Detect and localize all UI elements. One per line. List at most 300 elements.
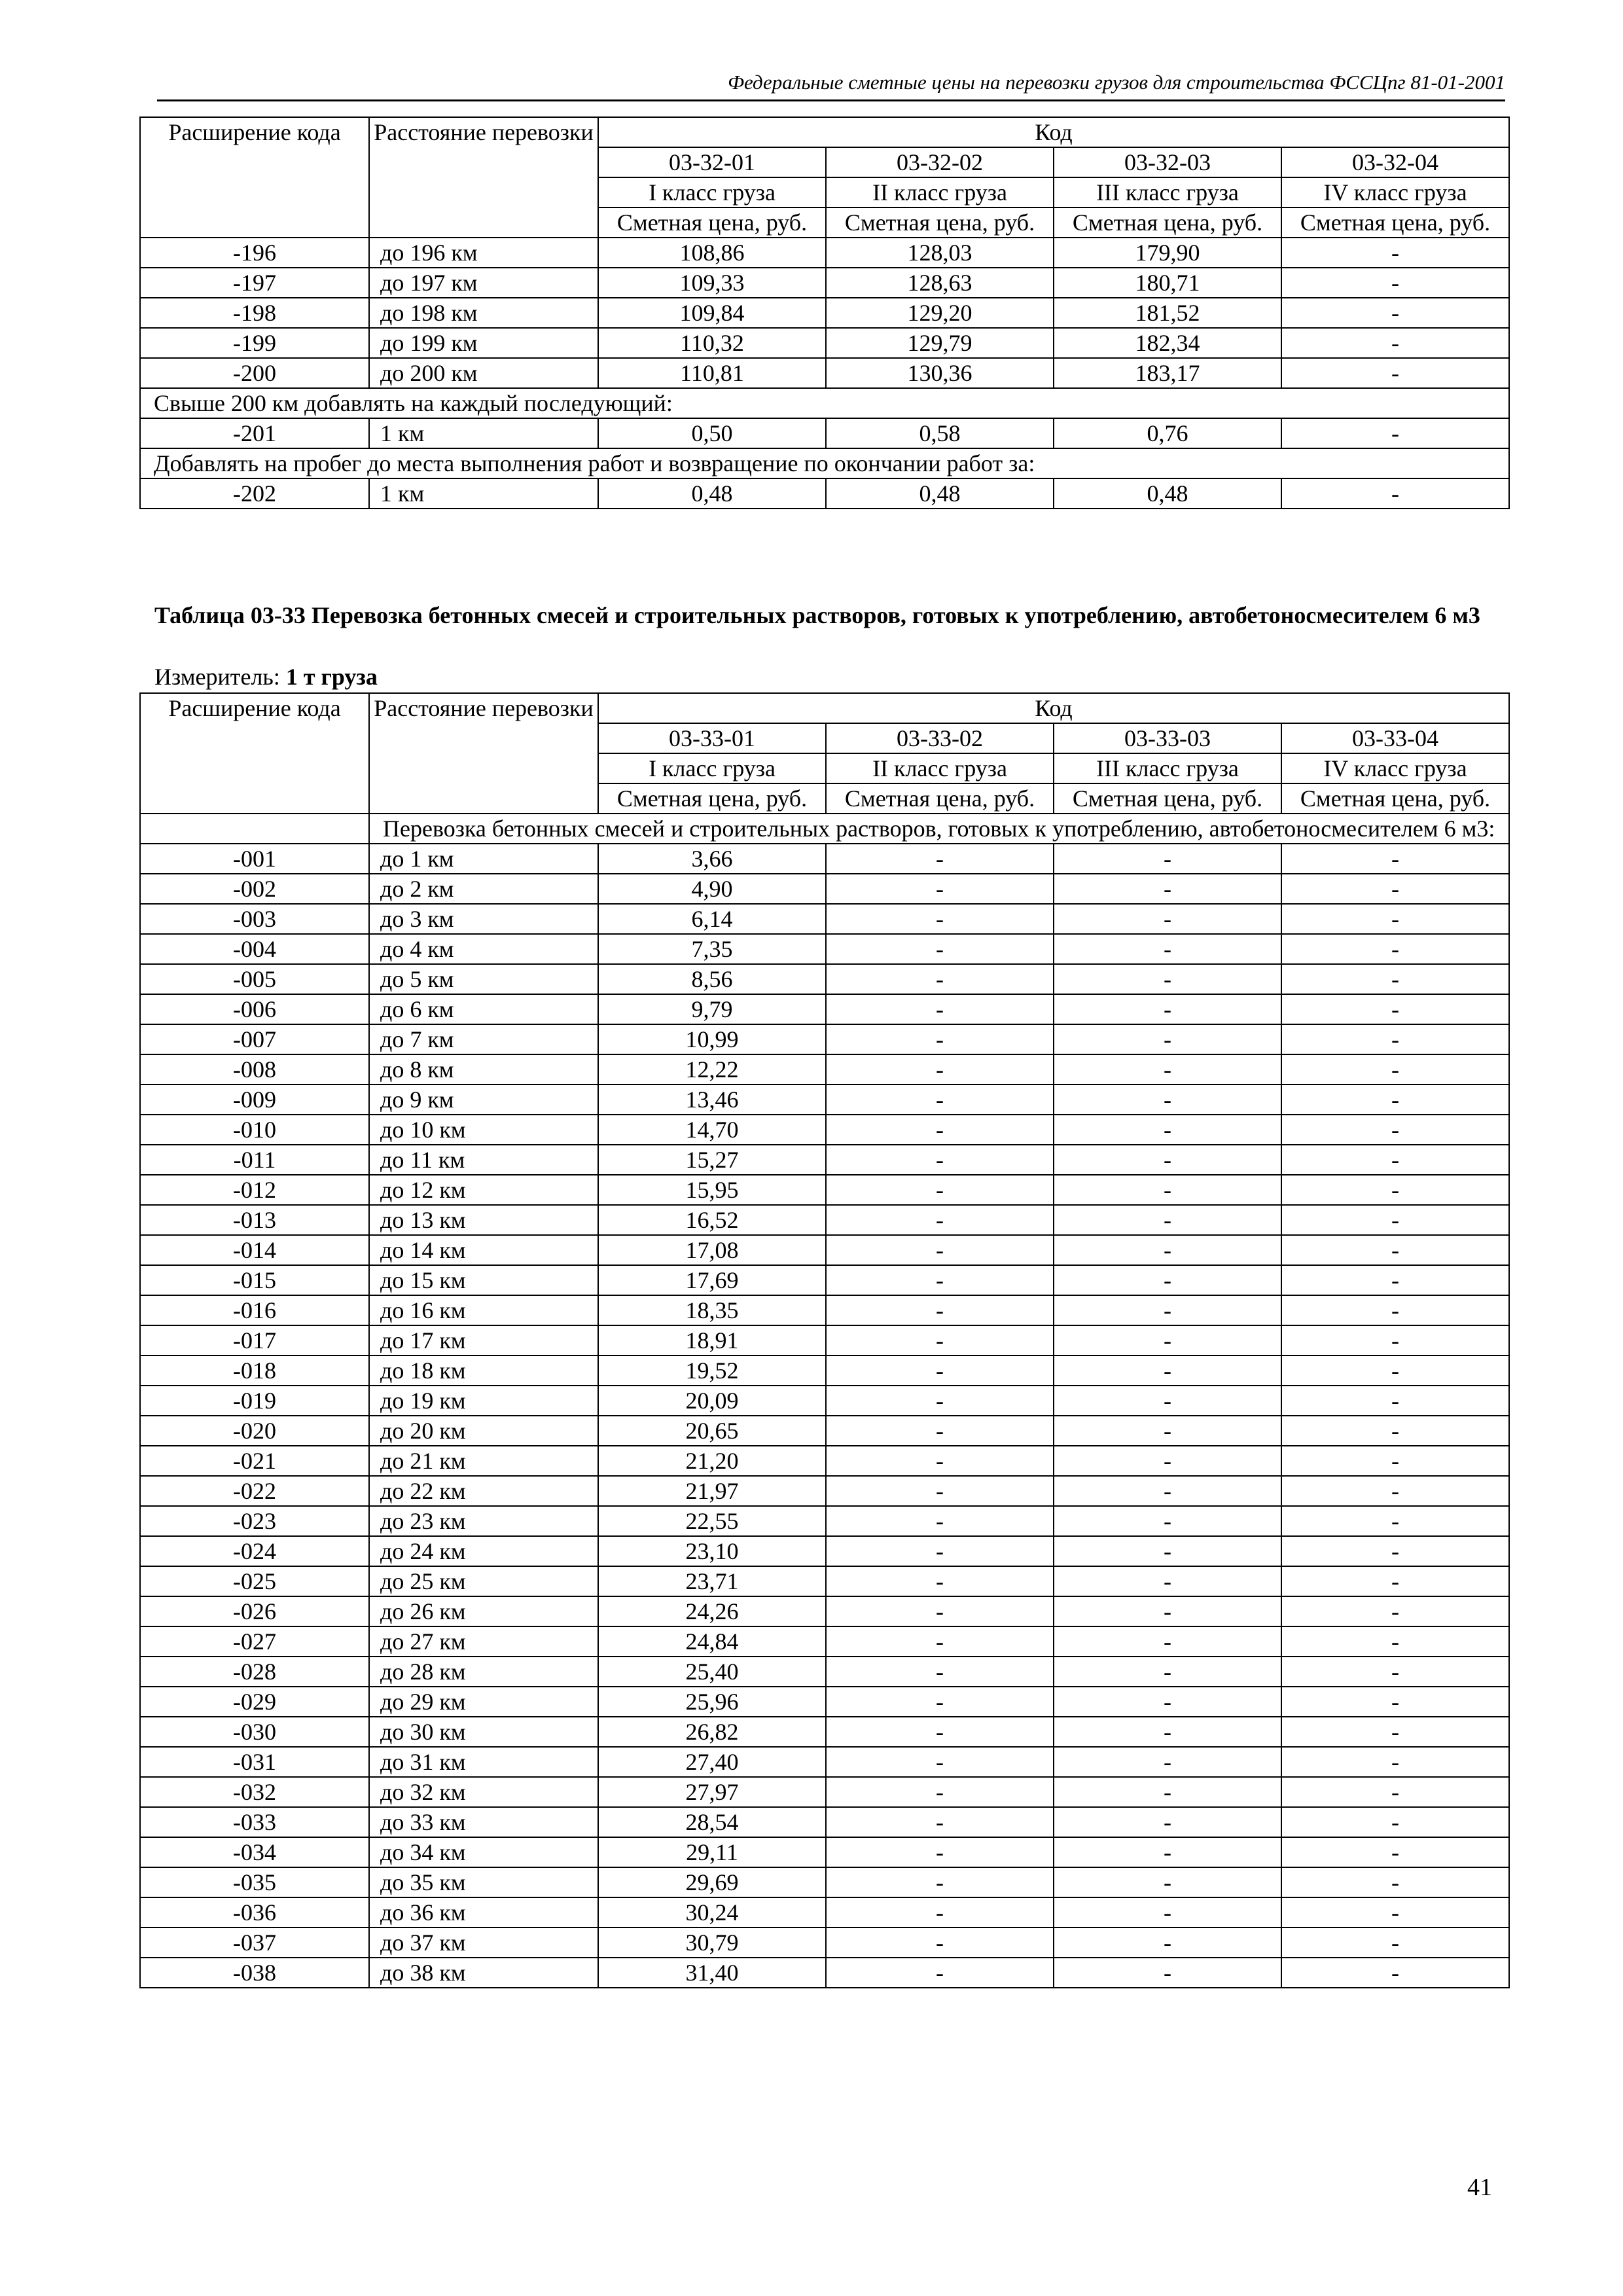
cell-ext-code: -017 <box>140 1325 369 1355</box>
cell-price: - <box>1054 1145 1281 1175</box>
cell-price: - <box>1281 1355 1509 1386</box>
cell-price: - <box>1054 844 1281 874</box>
cell-ext-code: -020 <box>140 1416 369 1446</box>
cell-ext-code: -200 <box>140 358 369 388</box>
cell-distance: до 2 км <box>369 874 598 904</box>
cell-price: 16,52 <box>598 1205 826 1235</box>
cell-price: 9,79 <box>598 994 826 1024</box>
cell-price: - <box>1281 1205 1509 1235</box>
class-cell: II класс груза <box>826 177 1054 207</box>
page-number: 41 <box>1467 2174 1492 2201</box>
cell-price: 128,03 <box>826 238 1054 268</box>
cell-price: 23,71 <box>598 1566 826 1596</box>
cell-price: - <box>1281 1295 1509 1325</box>
cell-ext-code: -016 <box>140 1295 369 1325</box>
cell-price: - <box>826 1837 1054 1867</box>
cell-price: - <box>826 1024 1054 1054</box>
cell-price: - <box>826 1717 1054 1747</box>
cell-price: 31,40 <box>598 1958 826 1988</box>
cell-price: 27,40 <box>598 1747 826 1777</box>
code-cell: 03-33-02 <box>826 723 1054 753</box>
cell-price: 24,26 <box>598 1596 826 1626</box>
cell-price: 109,84 <box>598 298 826 328</box>
table-row <box>140 1115 1509 1145</box>
cell-distance: до 9 км <box>369 1085 598 1115</box>
cell-price: - <box>1281 1566 1509 1596</box>
note-over-200: Свыше 200 км добавлять на каждый последующий: <box>140 388 1509 418</box>
cell-distance: до 38 км <box>369 1958 598 1988</box>
cell-price: - <box>826 844 1054 874</box>
cell-price: - <box>1054 1777 1281 1807</box>
cell-price: - <box>1054 1958 1281 1988</box>
table-row <box>140 478 1509 509</box>
class-cell: IV класс груза <box>1281 177 1509 207</box>
cell-ext-code: -006 <box>140 994 369 1024</box>
cell-price: 21,20 <box>598 1446 826 1476</box>
cell-price: - <box>1281 1717 1509 1747</box>
table-row <box>140 844 1509 874</box>
cell-price: 20,65 <box>598 1416 826 1446</box>
table-row <box>140 904 1509 934</box>
cell-price: - <box>1281 964 1509 994</box>
table-row <box>140 1596 1509 1626</box>
cell-distance: до 36 км <box>369 1897 598 1928</box>
cell-price: - <box>826 1205 1054 1235</box>
cell-ext-code: -014 <box>140 1235 369 1265</box>
cell-price: 25,40 <box>598 1657 826 1687</box>
table-row <box>140 1657 1509 1687</box>
cell-price: 0,76 <box>1054 418 1281 448</box>
cell-price: 110,32 <box>598 328 826 358</box>
cell-distance: до 18 км <box>369 1355 598 1386</box>
header-distance: Расстояние перевозки <box>369 693 598 814</box>
class-cell: I класс груза <box>598 177 826 207</box>
cell-ext-code: -028 <box>140 1657 369 1687</box>
cell-price: 15,95 <box>598 1175 826 1205</box>
cell-price: 108,86 <box>598 238 826 268</box>
cell-distance: до 22 км <box>369 1476 598 1506</box>
code-cell: 03-32-01 <box>598 147 826 177</box>
cell-price: - <box>1054 1687 1281 1717</box>
cell-price: - <box>1054 1897 1281 1928</box>
cell-price: - <box>1054 1867 1281 1897</box>
cell-price: - <box>826 1416 1054 1446</box>
cell-price: - <box>1054 1747 1281 1777</box>
table-row <box>140 1355 1509 1386</box>
cell-price: 27,97 <box>598 1777 826 1807</box>
cell-price: - <box>1054 1566 1281 1596</box>
table-row <box>140 1235 1509 1265</box>
cell-distance: до 198 км <box>369 298 598 328</box>
table-03-32-body <box>140 238 1509 388</box>
cell-distance: до 199 км <box>369 328 598 358</box>
cell-price: - <box>1281 1325 1509 1355</box>
cell-price: - <box>1281 1115 1509 1145</box>
cell-price: - <box>1281 1386 1509 1416</box>
cell-distance: до 10 км <box>369 1115 598 1145</box>
cell-price: 21,97 <box>598 1476 826 1506</box>
table-row <box>140 268 1509 298</box>
cell-price: - <box>1054 1476 1281 1506</box>
cell-price: - <box>1281 1235 1509 1265</box>
cell-distance: до 15 км <box>369 1265 598 1295</box>
cell-price: - <box>826 964 1054 994</box>
cell-distance: до 33 км <box>369 1807 598 1837</box>
cell-ext-code: -013 <box>140 1205 369 1235</box>
table-row <box>140 1054 1509 1085</box>
cell-distance: до 197 км <box>369 268 598 298</box>
code-cell: 03-33-03 <box>1054 723 1281 753</box>
cell-price: - <box>1281 874 1509 904</box>
cell-price: 14,70 <box>598 1115 826 1145</box>
cell-price: - <box>1281 994 1509 1024</box>
cell-distance: до 27 км <box>369 1626 598 1657</box>
class-cell: I класс груза <box>598 753 826 783</box>
cell-distance: до 21 км <box>369 1446 598 1476</box>
cell-price: - <box>1281 1446 1509 1476</box>
cell-ext-code: -015 <box>140 1265 369 1295</box>
cell-ext-code: -003 <box>140 904 369 934</box>
cell-price: - <box>1054 994 1281 1024</box>
price-header: Сметная цена, руб. <box>826 207 1054 238</box>
cell-price: - <box>1281 1506 1509 1536</box>
cell-ext-code: -038 <box>140 1958 369 1988</box>
cell-price: 110,81 <box>598 358 826 388</box>
cell-price: 3,66 <box>598 844 826 874</box>
cell-distance: до 29 км <box>369 1687 598 1717</box>
code-cell: 03-32-04 <box>1281 147 1509 177</box>
cell-price: - <box>1281 1536 1509 1566</box>
cell-ext-code: -029 <box>140 1687 369 1717</box>
code-cell: 03-32-03 <box>1054 147 1281 177</box>
cell-ext-code: -027 <box>140 1626 369 1657</box>
class-cell: III класс груза <box>1054 177 1281 207</box>
cell-price: 0,58 <box>826 418 1054 448</box>
cell-price: - <box>1281 1807 1509 1837</box>
table-03-33-body <box>140 844 1509 1988</box>
cell-price: - <box>826 1536 1054 1566</box>
cell-price: 30,24 <box>598 1897 826 1928</box>
header-ext-code: Расширение кода <box>140 693 369 814</box>
cell-price: - <box>1054 1928 1281 1958</box>
table-row <box>140 1747 1509 1777</box>
table-row <box>140 934 1509 964</box>
cell-price: - <box>1281 1596 1509 1626</box>
cell-price: - <box>1054 1416 1281 1446</box>
cell-distance: до 23 км <box>369 1506 598 1536</box>
cell-distance: до 5 км <box>369 964 598 994</box>
cell-price: - <box>826 1626 1054 1657</box>
cell-price: - <box>1281 358 1509 388</box>
cell-price: - <box>826 1958 1054 1988</box>
cell-price: - <box>826 874 1054 904</box>
cell-price: - <box>826 1054 1054 1085</box>
cell-price: - <box>1054 1536 1281 1566</box>
cell-price: - <box>1281 298 1509 328</box>
cell-price: 26,82 <box>598 1717 826 1747</box>
table-row <box>140 1687 1509 1717</box>
cell-price: 179,90 <box>1054 238 1281 268</box>
cell-price: 10,99 <box>598 1024 826 1054</box>
cell-distance: до 3 км <box>369 904 598 934</box>
cell-distance: до 11 км <box>369 1145 598 1175</box>
table-03-32-extra <box>140 388 1509 509</box>
cell-price: - <box>1281 1024 1509 1054</box>
cell-price: 28,54 <box>598 1807 826 1837</box>
cell-ext-code: -037 <box>140 1928 369 1958</box>
cell-ext-code: -011 <box>140 1145 369 1175</box>
cell-ext-code: -022 <box>140 1476 369 1506</box>
table-caption: Таблица 03-33 Перевозка бетонных смесей и строительных растворов, готовых к употреблению, автобетоносмесителем 6 м3 <box>154 602 1480 628</box>
cell-price: - <box>826 1325 1054 1355</box>
cell-price: - <box>826 1777 1054 1807</box>
cell-price: 129,79 <box>826 328 1054 358</box>
cell-ext-code: -196 <box>140 238 369 268</box>
measure-label: Измеритель: <box>154 664 280 690</box>
cell-price: 13,46 <box>598 1085 826 1115</box>
cell-price: - <box>826 1566 1054 1596</box>
cell-distance: 1 км <box>369 478 598 509</box>
cell-price: - <box>1281 1054 1509 1085</box>
cell-price: 19,52 <box>598 1355 826 1386</box>
table-row <box>140 964 1509 994</box>
cell-price: - <box>1054 1115 1281 1145</box>
cell-price: - <box>1054 1295 1281 1325</box>
cell-ext-code: -026 <box>140 1596 369 1626</box>
cell-price: - <box>1281 1747 1509 1777</box>
table-row <box>140 874 1509 904</box>
cell-price: - <box>826 1386 1054 1416</box>
cell-price: - <box>826 1175 1054 1205</box>
cell-distance: до 12 км <box>369 1175 598 1205</box>
cell-price: 0,48 <box>1054 478 1281 509</box>
cell-price: - <box>1054 1085 1281 1115</box>
cell-distance: до 7 км <box>369 1024 598 1054</box>
cell-price: - <box>826 1295 1054 1325</box>
cell-price: - <box>1054 1657 1281 1687</box>
cell-price: - <box>826 1596 1054 1626</box>
cell-price: - <box>1281 1687 1509 1717</box>
table-row <box>140 1626 1509 1657</box>
price-header: Сметная цена, руб. <box>598 783 826 814</box>
cell-price: 18,35 <box>598 1295 826 1325</box>
cell-price: - <box>1281 844 1509 874</box>
cell-ext-code: -032 <box>140 1777 369 1807</box>
cell-price: - <box>1281 1145 1509 1175</box>
table-row <box>140 1205 1509 1235</box>
cell-price: - <box>1281 1626 1509 1657</box>
cell-ext-code: -197 <box>140 268 369 298</box>
class-cell: III класс груза <box>1054 753 1281 783</box>
table-row <box>140 1928 1509 1958</box>
table-row <box>140 1837 1509 1867</box>
cell-price: - <box>826 904 1054 934</box>
table-row <box>140 994 1509 1024</box>
cell-price: - <box>1281 1837 1509 1867</box>
cell-distance: до 37 км <box>369 1928 598 1958</box>
cell-price: - <box>1281 934 1509 964</box>
cell-ext-code: -030 <box>140 1717 369 1747</box>
cell-price: 4,90 <box>598 874 826 904</box>
table-row <box>140 1085 1509 1115</box>
cell-price: - <box>1281 1657 1509 1687</box>
header-ext-code: Расширение кода <box>140 117 369 238</box>
header-rule <box>157 99 1505 101</box>
cell-price: - <box>1281 1777 1509 1807</box>
cell-price: 0,48 <box>826 478 1054 509</box>
cell-price: - <box>1054 1717 1281 1747</box>
cell-distance: до 25 км <box>369 1566 598 1596</box>
cell-price: 24,84 <box>598 1626 826 1657</box>
cell-price: 8,56 <box>598 964 826 994</box>
cell-ext-code: -202 <box>140 478 369 509</box>
cell-distance: до 8 км <box>369 1054 598 1085</box>
price-header: Сметная цена, руб. <box>1054 783 1281 814</box>
cell-price: - <box>1281 1416 1509 1446</box>
cell-price: - <box>1281 1897 1509 1928</box>
cell-price: - <box>826 1506 1054 1536</box>
cell-price: - <box>1281 478 1509 509</box>
cell-price: - <box>1281 1958 1509 1988</box>
cell-distance: до 6 км <box>369 994 598 1024</box>
table-row <box>140 1175 1509 1205</box>
cell-price: 182,34 <box>1054 328 1281 358</box>
cell-distance: до 17 км <box>369 1325 598 1355</box>
cell-price: - <box>1281 1085 1509 1115</box>
table-row <box>140 1867 1509 1897</box>
cell-price: - <box>1281 268 1509 298</box>
cell-distance: 1 км <box>369 418 598 448</box>
cell-price: - <box>1054 1596 1281 1626</box>
cell-price: 29,69 <box>598 1867 826 1897</box>
cell-distance: до 16 км <box>369 1295 598 1325</box>
cell-price: 6,14 <box>598 904 826 934</box>
cell-distance: до 13 км <box>369 1205 598 1235</box>
cell-price: - <box>826 1446 1054 1476</box>
cell-price: - <box>1054 1054 1281 1085</box>
cell-price: - <box>1054 904 1281 934</box>
cell-distance: до 34 км <box>369 1837 598 1867</box>
cell-price: 180,71 <box>1054 268 1281 298</box>
cell-price: - <box>1281 1928 1509 1958</box>
cell-price: - <box>1054 1024 1281 1054</box>
cell-price: - <box>826 994 1054 1024</box>
cell-price: 7,35 <box>598 934 826 964</box>
cell-price: 129,20 <box>826 298 1054 328</box>
cell-price: 20,09 <box>598 1386 826 1416</box>
cell-ext-code: -002 <box>140 874 369 904</box>
cell-price: - <box>826 934 1054 964</box>
table-row <box>140 1566 1509 1596</box>
price-header: Сметная цена, руб. <box>598 207 826 238</box>
cell-ext-code: -025 <box>140 1566 369 1596</box>
note-row <box>140 448 1509 478</box>
header-code: Код <box>598 117 1509 147</box>
cell-price: - <box>1054 1175 1281 1205</box>
cell-price: - <box>1281 1175 1509 1205</box>
cell-distance: до 30 км <box>369 1717 598 1747</box>
code-cell: 03-32-02 <box>826 147 1054 177</box>
cell-price: - <box>1054 1837 1281 1867</box>
table-row <box>140 1506 1509 1536</box>
cell-ext-code: -007 <box>140 1024 369 1054</box>
cell-price: 183,17 <box>1054 358 1281 388</box>
measure-line <box>154 662 378 691</box>
table-row <box>140 1265 1509 1295</box>
cell-ext-code: -031 <box>140 1747 369 1777</box>
table-row <box>140 238 1509 268</box>
cell-price: - <box>1281 1867 1509 1897</box>
cell-price: - <box>1054 1626 1281 1657</box>
cell-distance: до 1 км <box>369 844 598 874</box>
cell-price: - <box>826 1265 1054 1295</box>
class-cell: II класс груза <box>826 753 1054 783</box>
cell-ext-code: -024 <box>140 1536 369 1566</box>
cell-ext-code: -010 <box>140 1115 369 1145</box>
cell-ext-code: -033 <box>140 1807 369 1837</box>
cell-distance: до 19 км <box>369 1386 598 1416</box>
table-row <box>140 1777 1509 1807</box>
table-03-33 <box>139 692 1510 1988</box>
cell-price: 0,48 <box>598 478 826 509</box>
cell-price: - <box>826 1476 1054 1506</box>
header-code: Код <box>598 693 1509 723</box>
price-header: Сметная цена, руб. <box>826 783 1054 814</box>
note-return-trip: Добавлять на пробег до места выполнения работ и возвращение по окончании работ за: <box>140 448 1509 478</box>
cell-price: - <box>1054 874 1281 904</box>
cell-ext-code: -008 <box>140 1054 369 1085</box>
header-distance: Расстояние перевозки <box>369 117 598 238</box>
cell-price: 15,27 <box>598 1145 826 1175</box>
cell-ext-code: -035 <box>140 1867 369 1897</box>
price-header: Сметная цена, руб. <box>1281 207 1509 238</box>
section-empty-cell <box>140 814 369 844</box>
cell-price: - <box>1281 904 1509 934</box>
cell-price: - <box>1054 934 1281 964</box>
cell-distance: до 200 км <box>369 358 598 388</box>
cell-ext-code: -201 <box>140 418 369 448</box>
cell-distance: до 35 км <box>369 1867 598 1897</box>
cell-price: - <box>826 1807 1054 1837</box>
cell-distance: до 32 км <box>369 1777 598 1807</box>
cell-price: 22,55 <box>598 1506 826 1536</box>
measure-value: 1 т груза <box>285 664 378 690</box>
cell-ext-code: -009 <box>140 1085 369 1115</box>
table-03-32 <box>139 117 1510 509</box>
cell-price: 30,79 <box>598 1928 826 1958</box>
table-row <box>140 1416 1509 1446</box>
cell-ext-code: -036 <box>140 1897 369 1928</box>
cell-price: - <box>826 1145 1054 1175</box>
cell-price: 17,08 <box>598 1235 826 1265</box>
cell-price: - <box>1281 1265 1509 1295</box>
cell-ext-code: -034 <box>140 1837 369 1867</box>
cell-price: - <box>826 1928 1054 1958</box>
class-cell: IV класс груза <box>1281 753 1509 783</box>
table-row <box>140 1145 1509 1175</box>
cell-price: - <box>1054 1325 1281 1355</box>
cell-price: - <box>826 1355 1054 1386</box>
price-header: Сметная цена, руб. <box>1281 783 1509 814</box>
cell-price: 25,96 <box>598 1687 826 1717</box>
table-row <box>140 1807 1509 1837</box>
cell-price: - <box>826 1235 1054 1265</box>
cell-price: 23,10 <box>598 1536 826 1566</box>
cell-ext-code: -018 <box>140 1355 369 1386</box>
code-cell: 03-33-04 <box>1281 723 1509 753</box>
cell-ext-code: -012 <box>140 1175 369 1205</box>
cell-price: - <box>1281 238 1509 268</box>
